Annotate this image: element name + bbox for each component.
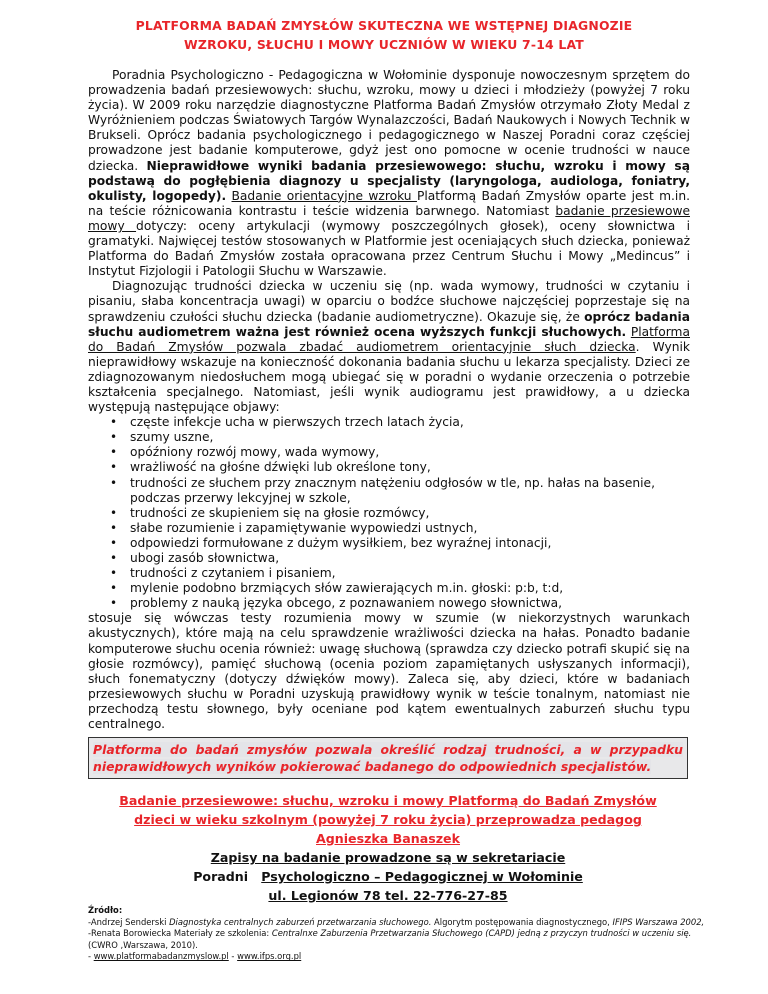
contact-text: Psychologiczno – Pedagogicznej w Wołominie bbox=[261, 869, 583, 884]
list-item: • opóźniony rozwój mowy, wada wymowy, bbox=[88, 445, 690, 460]
highlight-text: Platforma do badań zmysłów pozwala określić rodzaj trudności, a w przypadku nieprawidłowych wyników pokierować badanego do odpowiednich specjalistów. bbox=[93, 742, 683, 774]
announcement-line: Badanie przesiewowe: słuchu, wzroku i mowy Platformą do Badań Zmysłów bbox=[119, 793, 657, 808]
contact-line bbox=[88, 867, 688, 886]
text-run: Platformą Badań Zmysłów oparte jest m.in. na teście różnicowania kontrastu i teście widzenia barwnego. Natomiast bbox=[88, 188, 690, 218]
list-item: • odpowiedzi formułowane z dużym wysiłkiem, bez wyraźnej intonacji, bbox=[88, 536, 690, 551]
contact-line: Zapisy na badanie prowadzone są w sekretariacie bbox=[210, 850, 566, 865]
list-item: • szumy uszne, bbox=[88, 430, 690, 445]
paragraph-intro bbox=[88, 68, 690, 279]
italic-text: IFIPS Warszawa 2002, bbox=[612, 916, 705, 927]
text-run: -Renata Borowiecka Materiały ze szkolenia: bbox=[88, 928, 272, 939]
document-title-line1: PLATFORMA BADAŃ ZMYSŁÓW SKUTECZNA WE WSTĘPNEJ DIAGNOZIE bbox=[135, 18, 633, 33]
text-run: Poradnia Psychologiczno - Pedagogiczna w Wołominie dysponuje nowoczesnym sprzętem do prowadzenia badań przesiewowych: słuchu, wzroku, mowy u dzieci i młodzieży (powyżej 7 roku życia). W 2009 roku narzędzie diagnostyczne Platforma Badań Zmysłów otrzymało Złoty Medal z Wyróżnieniem podczas Światowych Targów Wynalazczości, Badań Naukowych i Nowych Technik w Brukseli. Oprócz badania psychologicznego i pedagogicznego w Naszej Poradni coraz częściej prowadzone jest badanie komputerowe, gdyż jest ono pomocne w ocenie trudności w nauce dziecka. bbox=[88, 68, 690, 173]
list-item: • słabe rozumienie i zapamiętywanie wypowiedzi ustnych, bbox=[88, 521, 690, 536]
italic-text: Diagnostyka centralnych zaburzeń przetwarzania słuchowego. bbox=[169, 916, 432, 927]
underlined-text: Badanie orientacyjne wzroku bbox=[231, 188, 417, 203]
contact-line: ul. Legionów 78 tel. 22-776-27-85 bbox=[268, 888, 508, 903]
text-run: - bbox=[228, 951, 238, 962]
text-run: Diagnozując trudności dziecka w uczeniu się (np. wada wymowy, trudności w czytaniu i pisaniu, słaba koncentracja uwagi) w oparciu o bodźce słuchowe najczęściej poprzestaje się na sprawdzeniu czułości słuchu dziecka (badanie audiometryczne). Okazuje się, że bbox=[88, 279, 690, 324]
document-title-line2: WZROKU, SŁUCHU I MOWY UCZNIÓW W WIEKU 7-14 LAT bbox=[184, 37, 584, 52]
list-item: • mylenie podobno brzmiących słów zawierających m.in. głoski: p:b, t:d, bbox=[88, 581, 690, 596]
source-item bbox=[88, 951, 728, 963]
paragraph-tests: stosuje się wówczas testy rozumienia mowy w szumie (w niekorzystnych warunkach akustycznych), które mają na celu sprawdzenie wrażliwości dziecka na hałas. Ponadto badanie komputerowe słuchu ocenia również: uwagę słuchową (sprawdza czy dziecko potrafi skupić się na głosie rozmówcy), pamięć słuchową (ocenia poziom zapamiętanych usłyszanych informacji), słuch fonematyczny (dotyczy dźwięków mowy). Zaleca się, aby dzieci, które w badaniach przesiewowych słuchu w Poradni uzyskują prawidłowy wynik w teście tonalnym, natomiast nie przechodzą testu słownego, były oceniane pod kątem ewentualnych zaburzeń słuchu typu centralnego. bbox=[88, 611, 690, 732]
source-item: (CWRO ,Warszawa, 2010). bbox=[88, 939, 198, 950]
source-link-ifps[interactable]: www.ifps.org.pl bbox=[237, 951, 302, 962]
text-run: -Andrzej Senderski bbox=[88, 916, 170, 927]
italic-text: Centralnxe Zaburzenia Przetwarzania Słuchowego (CAPD) jedną z przyczyn trudności w uczeniu się. bbox=[271, 928, 692, 939]
document-body bbox=[88, 68, 690, 732]
text-run: dotyczy: oceny artykulacji (wymowy poszczególnych głosek), oceny słownictwa i gramatyki. Najwięcej testów stosowanych w Platformie jest oceniających słuch dziecka, ponieważ Platforma do Badań Zmysłów została opracowana przez Centrum Słuchu i Mowy „Medincus” i Instytut Fizjologii i Patologii Słuchu w Warszawie. bbox=[88, 218, 690, 279]
bold-text: oprócz badania słuchu audiometrem ważna jest również ocena wyższych funkcji słuchowych. bbox=[88, 309, 691, 339]
source-item bbox=[88, 917, 728, 929]
announcement-contact bbox=[88, 848, 688, 905]
contact-text: Poradni bbox=[193, 869, 249, 884]
list-item: • problemy z nauką języka obcego, z poznawaniem nowego słownictwa, bbox=[88, 596, 690, 611]
text-run: . Wynik nieprawidłowy wskazuje na konieczność dokonania badania słuchu u lekarza specjalisty. Dzieci ze zdiagnozowanym niedosłuchem mogą ubiegać się w poradni o wydanie orzeczenia o potrzebie kształcenia specjalnego. Natomiast, jeśli wynik audiogramu jest prawidłowy, a u dziecka występują następujące objawy: bbox=[88, 339, 690, 415]
announcement-red bbox=[88, 791, 688, 848]
text-run: - bbox=[88, 951, 94, 962]
text-run: Algorytm postępowania diagnostycznego, bbox=[431, 916, 613, 927]
announcement-line: Agnieszka Banaszek bbox=[316, 831, 460, 846]
highlight-box bbox=[88, 737, 688, 779]
symptom-list bbox=[88, 415, 690, 611]
list-item: • częste infekcje ucha w pierwszych trzech latach życia, bbox=[88, 415, 690, 430]
list-item: • trudności z czytaniem i pisaniem, bbox=[88, 566, 690, 581]
list-item: • trudności ze słuchem przy znacznym natężeniu odgłosów w tle, np. hałas na basenie, bbox=[88, 476, 690, 491]
source-link-platforma[interactable]: www.platformabadanzmyslow.pl bbox=[93, 951, 229, 962]
bold-text: Nieprawidłowe wyniki badania przesiewowego: słuchu, wzroku i mowy są podstawą do pogłębienia diagnozy u specjalisty (laryngologa, audiologa, foniatry, okulisty, logopedy). bbox=[88, 158, 690, 203]
list-item: • wrażliwość na głośne dźwięki lub określone tony, bbox=[88, 460, 690, 475]
underlined-text: badanie przesiewowe mowy bbox=[88, 203, 690, 233]
paragraph-diagnosis bbox=[88, 279, 690, 415]
list-item-continuation: podczas przerwy lekcyjnej w szkole, bbox=[130, 490, 351, 505]
sources-label: Źródło: bbox=[88, 905, 123, 915]
sources-section bbox=[88, 905, 728, 963]
list-item: • trudności ze skupieniem się na głosie rozmówcy, bbox=[88, 506, 690, 521]
source-item bbox=[88, 928, 728, 940]
announcement-line: dzieci w wieku szkolnym (powyżej 7 roku życia) przeprowadza pedagog bbox=[134, 812, 642, 827]
underlined-text: Platforma do Badań Zmysłów pozwala zbadać audiometrem orientacyjnie słuch dziecka bbox=[88, 324, 690, 354]
list-item: • ubogi zasób słownictwa, bbox=[88, 551, 690, 566]
